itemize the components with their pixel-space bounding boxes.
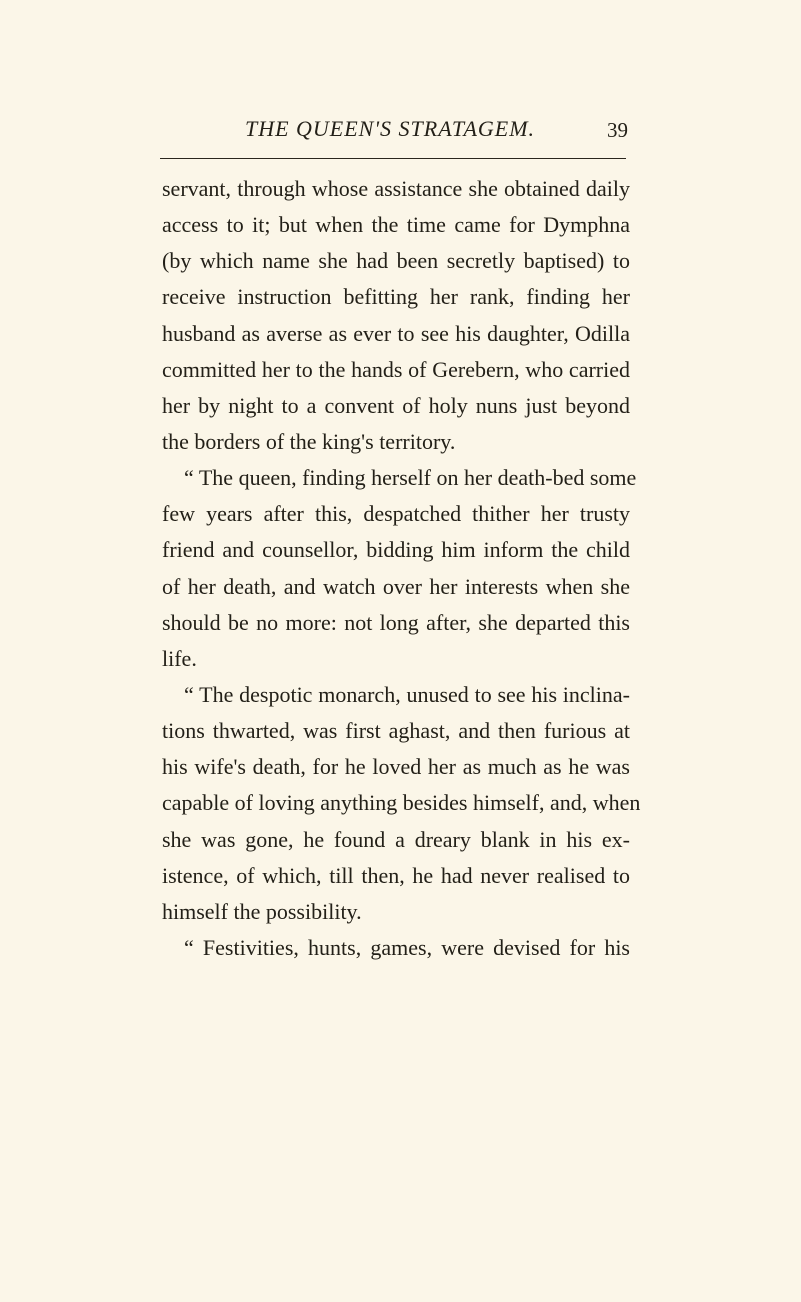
text-line: the borders of the king's territory.	[162, 428, 456, 454]
text-line: few years after this, despatched thither her trusty	[162, 501, 630, 527]
text-line: (by which name she had been secretly baptised) to	[162, 248, 630, 274]
text-line: receive instruction befitting her rank, finding her	[162, 284, 630, 310]
text-line: of her death, and watch over her interests when she	[162, 573, 630, 599]
text-line: committed her to the hands of Gerebern, who carried	[162, 356, 630, 382]
text-line: she was gone, he found a dreary blank in his ex-	[162, 826, 630, 852]
page-number: 39	[607, 118, 628, 142]
running-title: THE QUEEN'S STRATAGEM.	[244, 116, 536, 141]
text-line: life.	[162, 645, 197, 671]
text-line: “ The despotic monarch, unused to see his inclina-	[184, 681, 630, 707]
text-line: friend and counsellor, bidding him inform the child	[162, 537, 630, 563]
text-line: tions thwarted, was first aghast, and then furious at	[162, 718, 630, 744]
text-line: capable of loving anything besides himself, and, when	[162, 790, 641, 816]
text-line: istence, of which, till then, he had never realised to	[162, 862, 630, 888]
text-line: should be no more: not long after, she departed this	[162, 609, 630, 635]
header-rule	[160, 158, 626, 159]
text-line: himself the possibility.	[162, 898, 362, 924]
text-line: access to it; but when the time came for Dymphna	[162, 212, 630, 238]
running-head	[152, 116, 628, 146]
text-line: her by night to a convent of holy nuns just beyond	[162, 392, 630, 418]
text-line: “ Festivities, hunts, games, were devised for his	[184, 934, 630, 960]
body-text	[162, 171, 641, 966]
text-line: “ The queen, finding herself on her death-bed some	[184, 465, 637, 491]
text-line: husband as averse as ever to see his daughter, Odilla	[162, 320, 630, 346]
text-line: his wife's death, for he loved her as much as he was	[162, 754, 630, 780]
text-line: servant, through whose assistance she obtained daily	[162, 176, 630, 201]
